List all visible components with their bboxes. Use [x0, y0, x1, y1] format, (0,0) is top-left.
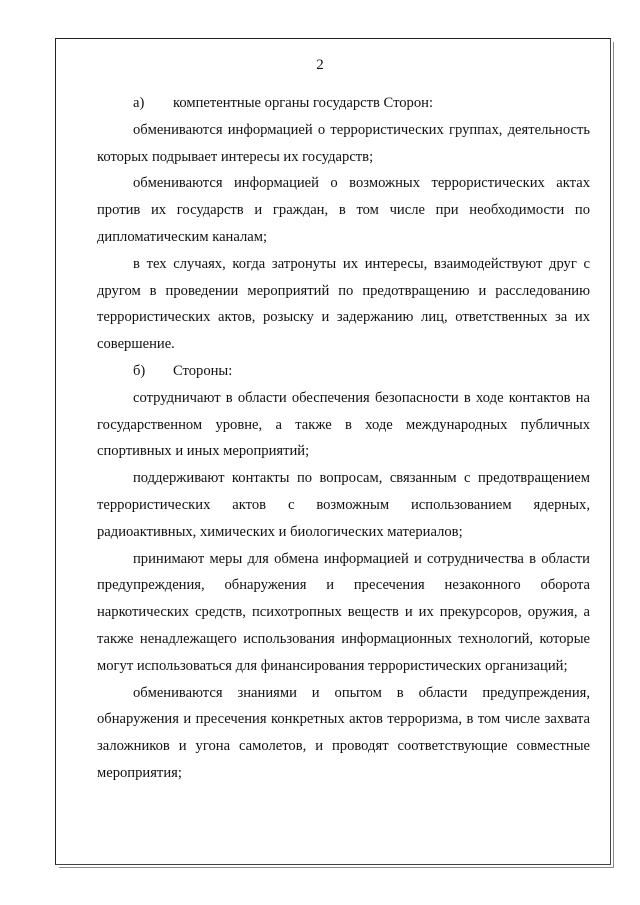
document-body — [97, 90, 590, 787]
paragraph-item-a — [97, 90, 590, 117]
paragraph: обмениваются знаниями и опытом в области предупреждения, обнаружения и пресечения конкретных актов терроризма, в том числе захвата заложников и угона самолетов, и проводят соответствующие совместные мероприятия; — [97, 684, 590, 781]
paragraph: обмениваются информацией о террористических группах, деятельность которых подрывает интересы их государств; — [97, 121, 590, 165]
page-number: 2 — [316, 57, 324, 73]
paragraph: сотрудничают в области обеспечения безопасности в ходе контактов на государственном уровне, а также в ходе международных публичных спортивных и иных мероприятий; — [97, 389, 590, 460]
paragraph-text: компетентные органы государств Сторон: — [173, 95, 434, 111]
item-marker-b: б) — [133, 362, 146, 379]
paragraph: поддерживают контакты по вопросам, связанным с предотвращением террористических актов с возможным использованием ядерных, радиоактивных, химических и биологических материалов; — [97, 470, 590, 540]
paragraph: обмениваются информацией о возможных террористических актах против их государств и граждан, в том числе при необходимости по дипломатическим каналам; — [97, 175, 590, 245]
paragraph: принимают меры для обмена информацией и сотрудничества в области предупреждения, обнаружения и пресечения незаконного оборота наркотических средств, психотропных веществ и их прекурсоров, оружия, а также ненадлежащего использования информационных технологий, которые могут использоваться для финансирования террористических организаций; — [97, 550, 590, 674]
paragraph-text: Стороны: — [173, 362, 233, 379]
item-marker-a: а) — [133, 95, 145, 111]
paragraph: в тех случаях, когда затронуты их интересы, взаимодействуют друг с другом в проведении мероприятий по предотвращению и расследованию террористических актов, розыску и задержанию лиц, ответственных за их совершение. — [97, 255, 590, 353]
paragraph-item-b — [97, 358, 590, 385]
